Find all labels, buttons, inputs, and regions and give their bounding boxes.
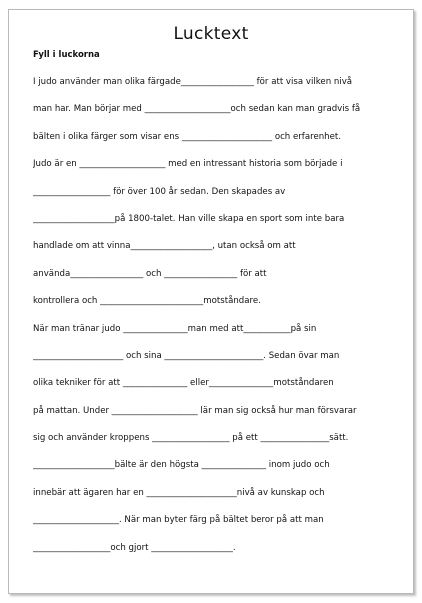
text-line-13: på mattan. Under ____________________ lär man sig också hur man försvarar — [33, 405, 357, 416]
text-line-1: I judo använder man olika färgade_________________ för att visa vilken nivå — [33, 77, 353, 87]
text-line-15: ___________________bälte är den högsta _______________ inom judo och — [33, 460, 330, 471]
text-line-3: bälten i olika färger som visar ens _____________________ och erfarenhet. — [33, 131, 342, 142]
text-line-2: man har. Man börjar med ____________________och sedan kan man gradvis få — [33, 104, 361, 115]
text-line-14: sig och använder kroppens __________________ på ett ________________sätt. — [33, 433, 349, 444]
instruction-heading: Fyll i luckorna — [33, 50, 100, 60]
cloze-text — [33, 76, 403, 569]
text-line-18: __________________och gjort ___________________. — [33, 542, 236, 553]
text-line-9: kontrollera och ________________________motståndare. — [33, 296, 261, 307]
text-line-8: använda_________________ och _________________ för att — [33, 268, 267, 279]
text-line-7: handlade om att vinna___________________, utan också om att — [33, 241, 296, 252]
text-line-16: innebär att ägaren har en _____________________nivå av kunskap och — [33, 487, 325, 498]
text-line-17: ____________________. När man byter färg på bältet beror på att man — [33, 515, 324, 526]
text-line-10: När man tränar judo _______________man med att___________på sin — [33, 323, 317, 334]
text-line-6: ___________________på 1800-talet. Han ville skapa en sport som inte bara — [33, 213, 345, 224]
text-line-12: olika tekniker för att _______________ eller_______________motståndaren — [33, 378, 334, 389]
text-line-4: Judo är en ____________________ med en intressant historia som började i — [33, 159, 343, 170]
worksheet-page — [8, 9, 414, 594]
text-line-5: __________________ för över 100 år sedan. Den skapades av — [33, 186, 286, 197]
text-line-11: _____________________ och sina _______________________. Sedan övar man — [33, 350, 340, 361]
worksheet-title: Lucktext — [173, 24, 249, 44]
